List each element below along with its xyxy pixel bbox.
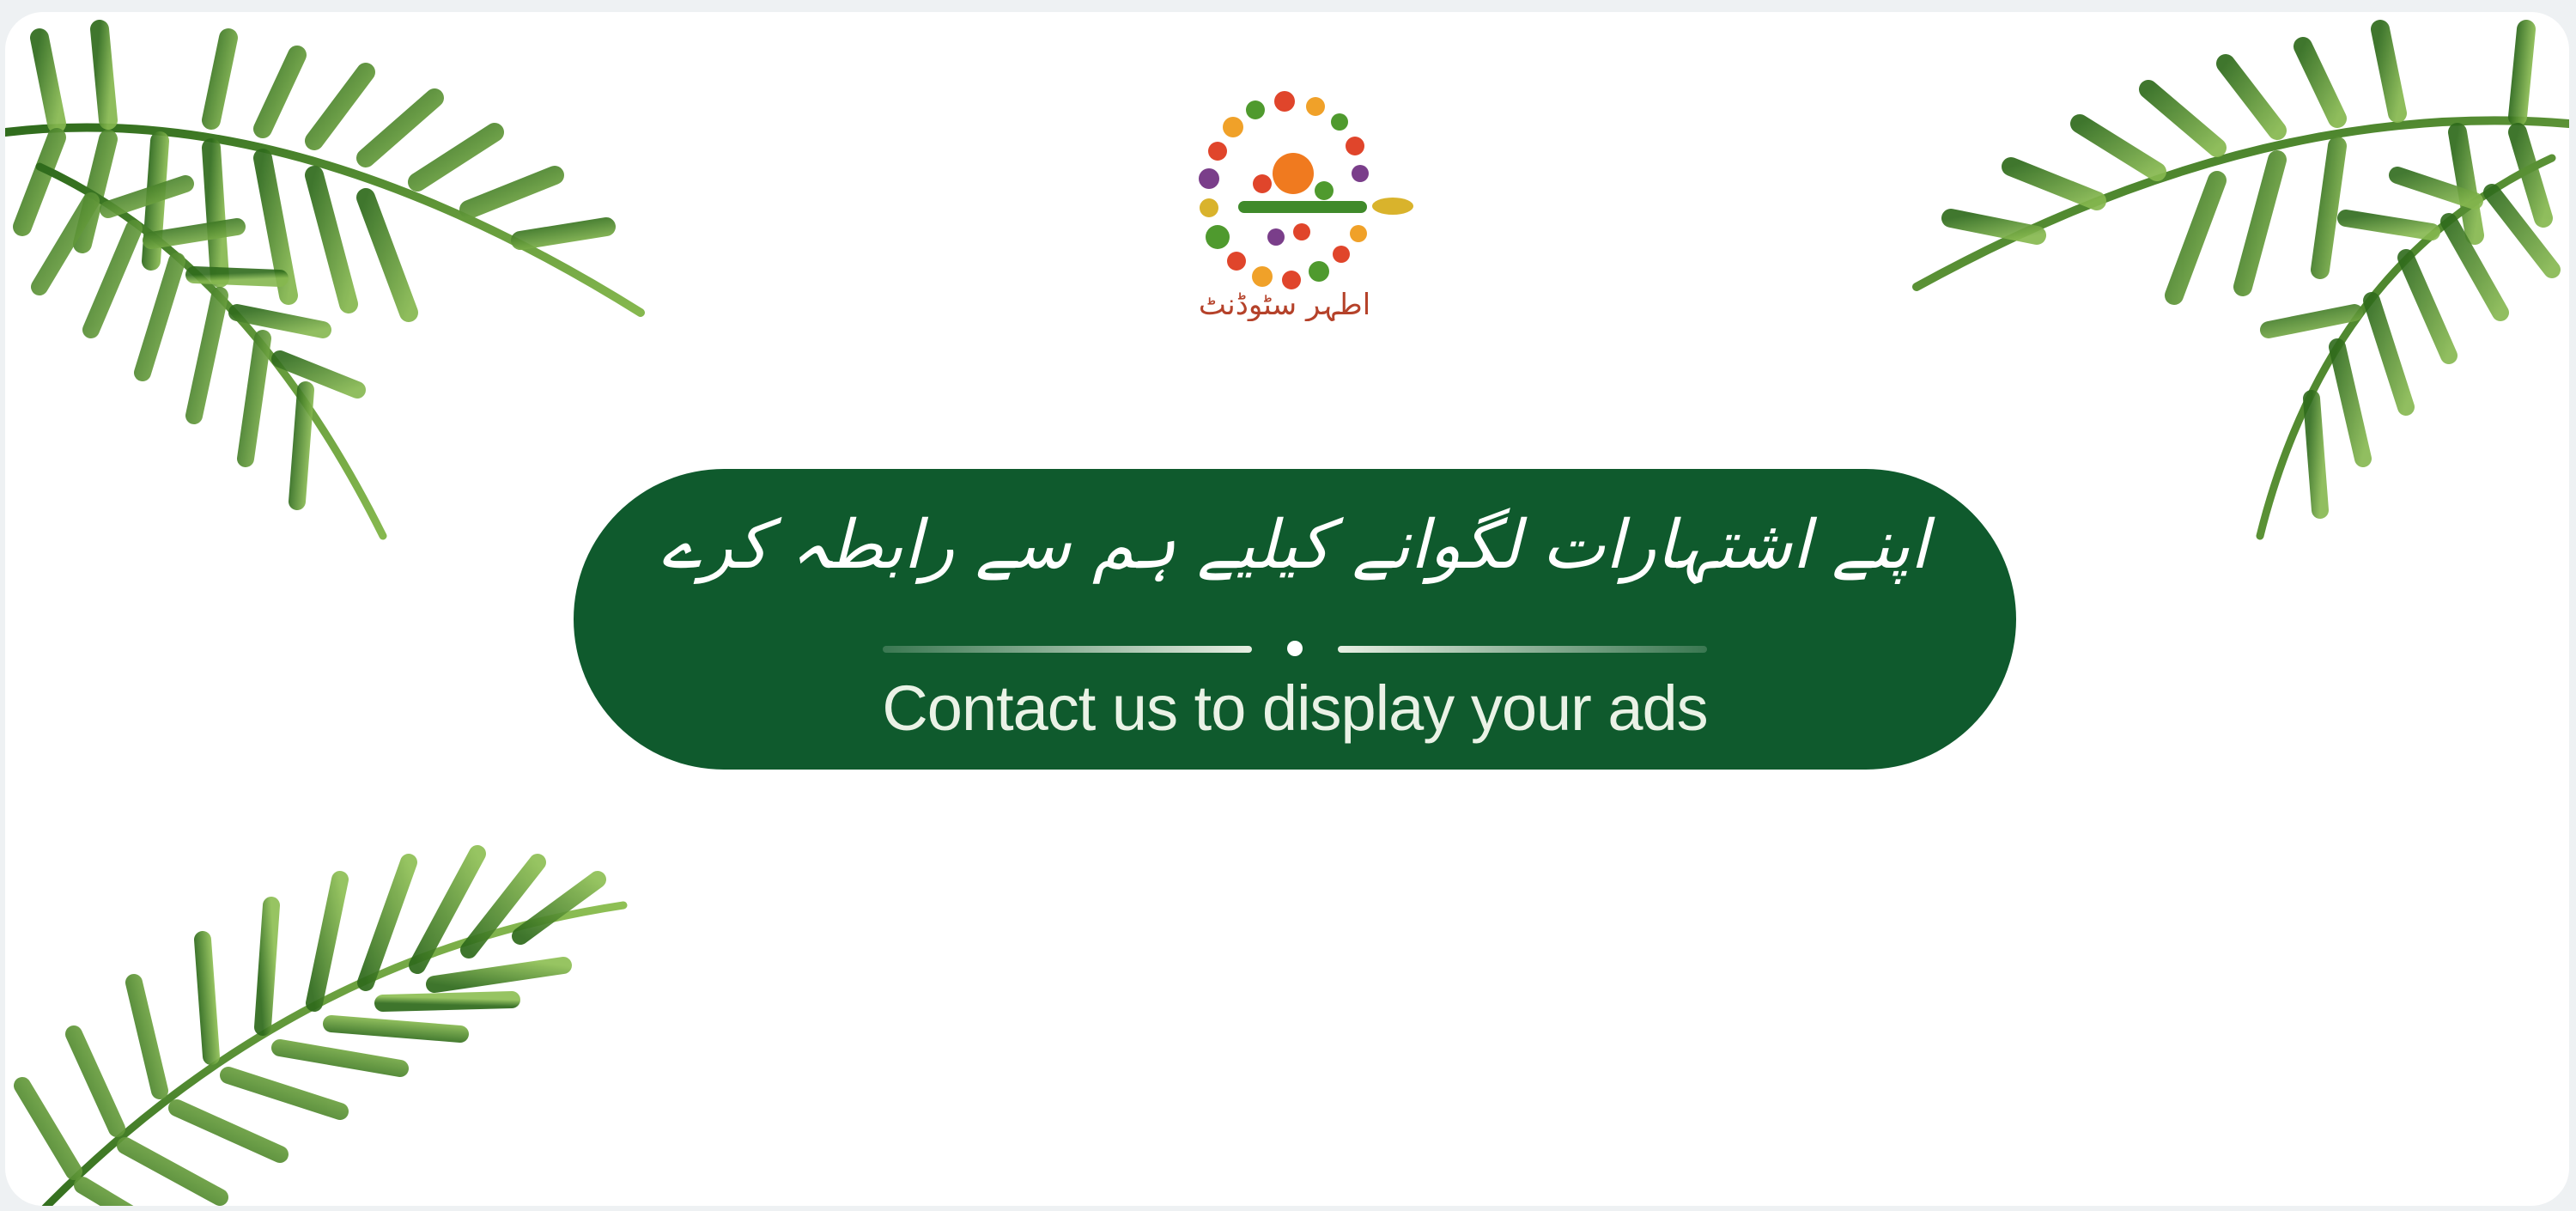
contact-cta-button[interactable] (574, 469, 2016, 770)
cta-english-text: Contact us to display your ads (882, 672, 1708, 744)
vegetable-wreath-e-logo-icon (1156, 81, 1413, 321)
palm-frond-icon (1882, 12, 2569, 553)
brand-logo[interactable] (1156, 81, 1465, 390)
palm-frond-icon (5, 12, 675, 553)
divider-dot (1287, 641, 1303, 656)
cta-urdu-text: اپنے اشتہارات لگوانے کیلیے ہم سے رابطہ کرے (660, 507, 1929, 584)
divider-line-right (1338, 646, 1707, 653)
ad-banner-card[interactable] (5, 12, 2569, 1206)
palm-frond-icon (5, 802, 658, 1206)
logo-caption: اطہر سٹوڈنٹ (1198, 288, 1371, 321)
divider-line-left (883, 646, 1252, 653)
